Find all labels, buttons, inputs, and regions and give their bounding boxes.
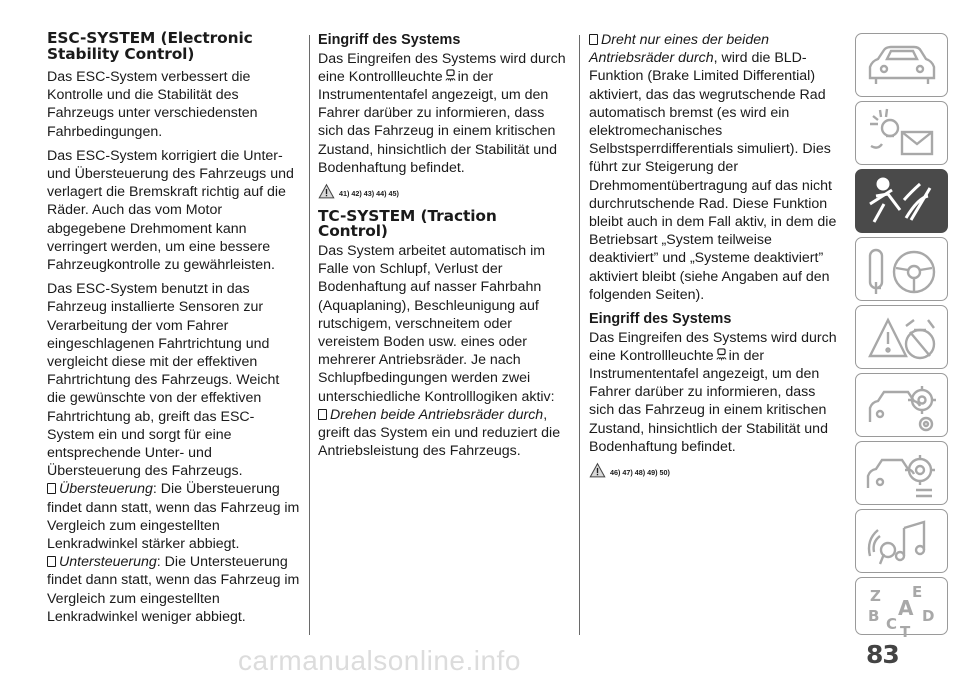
index-letter: E	[912, 583, 923, 601]
paragraph: Das ESC-System verbessert die Kontrolle und die Stabilität des Fahrzeugs unter verschiedensten Fahrbedingungen.	[47, 69, 258, 140]
index-letter: Z	[870, 587, 881, 605]
bullet-item: Drehen beide Antriebsräder durch, greift das System ein und reduziert die Antriebsleistung des Fahrzeugs.	[318, 406, 561, 460]
tab-multimedia[interactable]	[855, 509, 948, 573]
bullet-item: Untersteuerung: Die Untersteuerung findet dann statt, wenn das Fahrzeug im Vergleich zum eingestellten Lenkradwinkel weniger abbiegt.	[47, 554, 300, 625]
paragraph: Das ESC-System korrigiert die Unter- und Übersteuerung des Fahrzeugs und verlagert die Bremskraft richtig auf die Räder. Auch das vom Motor abgegebene Drehmoment kann verringert werden, um eine bessere Fahrzeugkontrolle zu gewährleisten.	[47, 147, 294, 274]
index-letter: B	[868, 607, 880, 625]
bullet-box-icon	[47, 483, 56, 494]
bullet-box-icon	[589, 34, 598, 45]
index-letter: D	[922, 607, 935, 625]
paragraph: Das System arbeitet automatisch im Falle von Schlupf, Verlust der Bodenhaftung auf nasser Fahrbahn (Aquaplaning), Beschleunigung auf rutschigem, verschneitem oder vereistem Boden usw. eines oder mehrerer Antriebsräder. Je nach Schlupfbedingungen werden zwei unterschiedliche Kontrolllogiken aktiv:	[318, 242, 555, 405]
tab-index[interactable]	[855, 577, 948, 641]
index-icon	[856, 578, 949, 642]
tab-warning-emergency[interactable]	[855, 305, 948, 369]
tab-safety[interactable]	[855, 169, 948, 233]
esc-warning-lamp-icon	[715, 348, 728, 361]
tab-technical-data[interactable]	[855, 441, 948, 505]
column-divider	[579, 35, 580, 635]
warning-triangle-icon	[318, 183, 335, 200]
subheading: Eingriff des Systems	[318, 32, 461, 48]
tab-starting-driving[interactable]	[855, 237, 948, 301]
car-info-icon	[856, 34, 949, 98]
page-number: 83	[866, 640, 899, 669]
column-2	[318, 31, 570, 460]
index-letter: C	[886, 615, 898, 633]
paragraph: Das Eingreifen des Systems wird durch eine Kontrollleuchte in der Instrumententafel angezeigt, um den Fahrer darüber zu informieren, dass sich das Fahrzeug in einem kritischen Zustand, hinsichtlich der Stabilität und Bodenhaftung befindet.	[318, 50, 566, 176]
warning-emergency-icon	[856, 306, 949, 370]
column-3	[589, 31, 841, 486]
multimedia-icon	[856, 510, 949, 574]
watermark: carmanualsonline.info	[238, 645, 521, 676]
warning-triangle-icon	[589, 462, 606, 479]
tab-maintenance[interactable]	[855, 373, 948, 437]
esc-warning-lamp-icon	[444, 69, 457, 82]
bullet-item: Dreht nur eines der beiden Antriebsräder durch, wird die BLD-Funktion (Brake Limited Differential) aktiviert, das das wegrutschende Rad automatisch bremst (es wird ein elektromechanisches Selbstsperrdifferentials simuliert). Dies führt zur Steigerung der Drehmomentübertragung auf das nicht durchrutschende Rad. Diese Funktion bleibt auch in dem Fall aktiv, in dem die Betriebsart „System teilweise deaktiviert” und „Systeme deaktiviert” aktiviert bleibt (siehe Angaben auf den folgenden Seiten).	[589, 32, 837, 303]
tab-car-info[interactable]	[855, 33, 948, 97]
dashboard-lights-icon	[856, 102, 949, 166]
paragraph: Das Eingreifen des Systems wird durch eine Kontrollleuchte in der Instrumententafel angezeigt, um den Fahrer darüber zu informieren, dass sich das Fahrzeug in einem kritischen Zustand, hinsichtlich der Stabilität und Bodenhaftung befindet.	[589, 329, 837, 455]
section-heading-tc: TC-SYSTEM (Traction Control)	[318, 206, 497, 241]
subheading: Eingriff des Systems	[589, 311, 732, 328]
safety-airbag-icon	[856, 170, 949, 234]
warning-ref-numbers[interactable]: 41) 42) 43) 44) 45)	[339, 189, 399, 199]
bullet-box-icon	[47, 556, 56, 567]
column-divider	[309, 35, 310, 635]
bullet-box-icon	[318, 409, 327, 420]
warning-ref-numbers[interactable]: 46) 47) 48) 49) 50)	[610, 468, 670, 478]
maintenance-icon	[856, 374, 949, 438]
paragraph: Das ESC-System benutzt in das Fahrzeug installierte Sensoren zur Verarbeitung der vom Fahrer eingeschlagenen Fahrtrichtung und vergleicht diese mit der effektiven Fahrtrichtung des Fahrzeugs. Weicht die gewünschte von der effektiven Fahrtrichtung ab, greift das ESC-System ein und sorgt für eine entsprechende Unter- und Übersteuerung des Fahrzeugs.	[47, 281, 280, 480]
section-heading-esc: ESC-SYSTEM (Electronic Stability Control)	[47, 29, 253, 63]
tab-dashboard-lights[interactable]	[855, 101, 948, 165]
technical-data-icon	[856, 442, 949, 506]
index-letter: A	[898, 596, 914, 620]
starting-driving-icon	[856, 238, 949, 302]
warning-references	[589, 462, 841, 484]
column-1	[47, 31, 300, 626]
warning-references	[318, 183, 570, 205]
index-letter: T	[900, 623, 911, 641]
bullet-item: Übersteuerung: Die Übersteuerung findet dann statt, wenn das Fahrzeug im Vergleich zum eingestellten Lenkradwinkel stärker abbiegt.	[47, 481, 300, 553]
